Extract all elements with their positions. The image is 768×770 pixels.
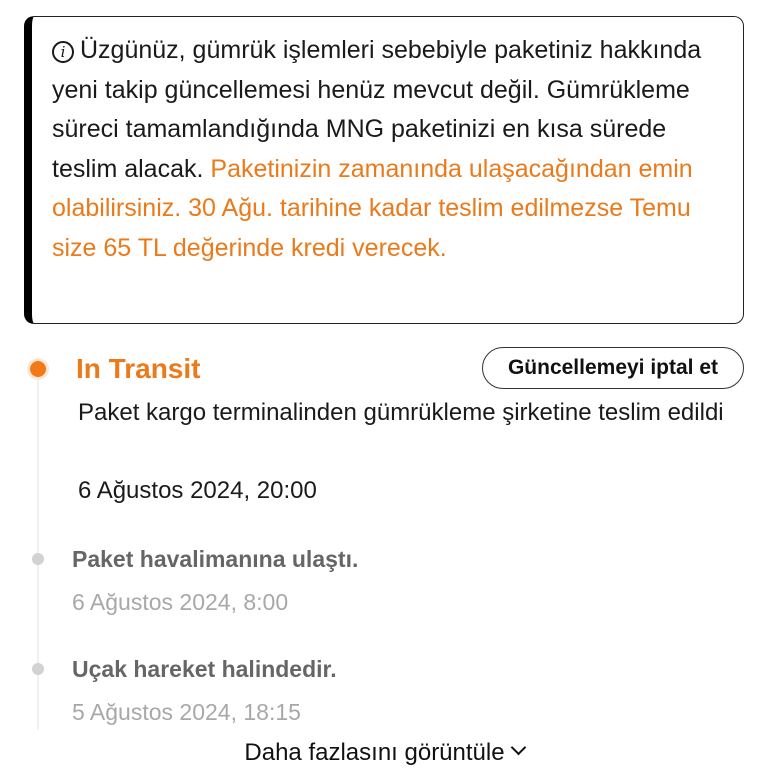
customs-notice-box <box>24 16 744 324</box>
info-icon: i <box>52 41 74 63</box>
view-more-label: Daha fazlasını görüntüle <box>244 739 505 766</box>
cancel-update-button[interactable]: Güncellemeyi iptal et <box>482 347 744 389</box>
timeline-line <box>37 370 39 730</box>
notice-guarantee-text: Paketinizin zamanında ulaşacağından emin olabilirsiniz. 30 Ağu. tarihine kadar teslim edilmezse Temu size 65 TL değerinde kredi verecek. <box>52 154 693 262</box>
timeline-dot-icon <box>32 663 44 675</box>
current-event-date: 6 Ağustos 2024, 20:00 <box>78 477 317 504</box>
current-event-description: Paket kargo terminalinden gümrükleme şirketine teslim edildi <box>78 399 724 426</box>
status-title: In Transit <box>76 353 201 384</box>
notice-text: Üzgünüz, gümrük işlemleri sebebiyle paketiniz hakkında yeni takip güncellemesi henüz mevcut değil. Gümrükleme süreci tamamlandığında MNG paketinizi en kısa sürede teslim alacak. <box>52 36 702 183</box>
history-event-date: 6 Ağustos 2024, 8:00 <box>72 589 289 615</box>
timeline-dot-active-icon <box>27 358 49 380</box>
chevron-down-icon <box>510 740 526 756</box>
view-more-link[interactable] <box>0 736 768 770</box>
history-event-title: Paket havalimanına ulaştı. <box>72 546 359 572</box>
history-event-date: 5 Ağustos 2024, 18:15 <box>72 699 301 725</box>
history-event-title: Uçak hareket halindedir. <box>72 656 337 682</box>
timeline-dot-icon <box>32 553 44 565</box>
